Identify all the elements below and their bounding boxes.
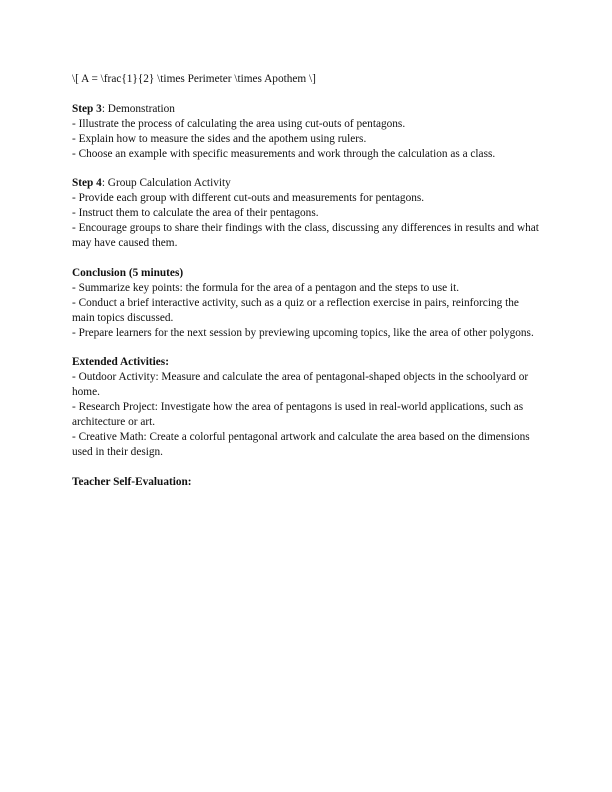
list-item: - Conduct a brief interactive activity, such as a quiz or a reflection exercise in pairs, reinforcing the main topics discussed. <box>72 296 519 324</box>
list-item: - Explain how to measure the sides and the apothem using rulers. <box>72 132 367 145</box>
spacer <box>72 460 540 475</box>
list-item: - Encourage groups to share their findings with the class, discussing any differences in results and what may have caused them. <box>72 222 539 249</box>
list-item: - Provide each group with different cut-outs and measurements for pentagons. <box>72 192 425 204</box>
conclusion-heading: Conclusion (5 minutes) <box>72 266 184 279</box>
spacer <box>72 251 540 266</box>
self-evaluation-section <box>72 475 540 490</box>
list-item: - Creative Math: Create a colorful pentagonal artwork and calculate the area based on the dimensions used in their design. <box>72 431 530 458</box>
document-page <box>72 72 540 490</box>
step3-heading-label: Step 3 <box>72 102 102 115</box>
list-item: - Outdoor Activity: Measure and calculate the area of pentagonal-shaped objects in the schoolyard or home. <box>72 371 529 398</box>
extended-activities-heading: Extended Activities: <box>72 356 169 368</box>
list-item: - Illustrate the process of calculating the area using cut-outs of pentagons. <box>72 117 406 130</box>
self-evaluation-heading: Teacher Self-Evaluation: <box>72 475 192 488</box>
step4-heading-title: : Group Calculation Activity <box>101 177 231 189</box>
step4-heading <box>72 176 540 191</box>
extended-activities-section <box>72 355 540 460</box>
list-item: - Prepare learners for the next session by previewing upcoming topics, like the area of other polygons. <box>72 326 534 339</box>
step4-heading-label: Step 4 <box>72 177 102 189</box>
step3-heading <box>72 102 540 117</box>
spacer <box>72 87 540 102</box>
spacer <box>72 162 540 177</box>
list-item: - Summarize key points: the formula for the area of a pentagon and the steps to use it. <box>72 281 460 294</box>
list-item: - Choose an example with specific measurements and work through the calculation as a class. <box>72 147 496 160</box>
area-formula: \[ A = \frac{1}{2} \times Perimeter \times Apothem \] <box>72 73 316 85</box>
spacer <box>72 341 540 356</box>
step4-section <box>72 176 540 251</box>
conclusion-section <box>72 266 540 341</box>
list-item: - Research Project: Investigate how the area of pentagons is used in real-world applications, such as architecture or art. <box>72 401 524 428</box>
step3-section <box>72 102 540 162</box>
step3-heading-title: : Demonstration <box>101 102 175 115</box>
list-item: - Instruct them to calculate the area of their pentagons. <box>72 207 319 219</box>
